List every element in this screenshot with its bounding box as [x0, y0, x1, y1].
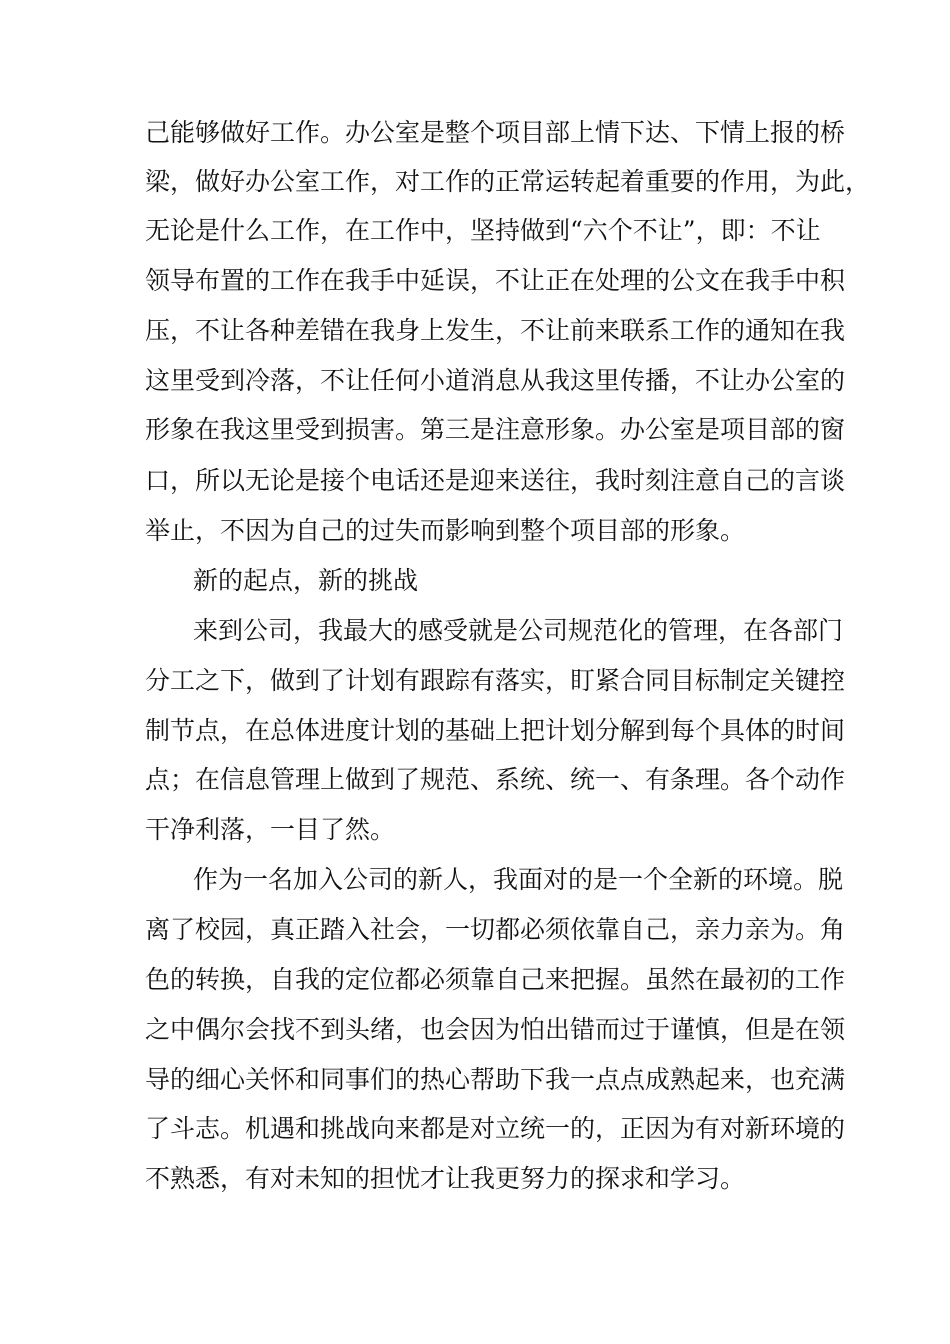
text-line: 点；在信息管理上做到了规范、系统、统一、有条理。各个动作 [145, 765, 846, 794]
text-line: 举止，不因为自己的过失而影响到整个项目部的形象。 [145, 516, 746, 545]
section-heading: 新的起点，新的挑战 [193, 566, 419, 595]
text-line: 来到公司，我最大的感受就是公司规范化的管理，在各部门 [193, 616, 844, 645]
text-line: 己能够做好工作。办公室是整个项目部上情下达、下情上报的桥 [145, 118, 846, 147]
text-line: 之中偶尔会找不到头绪，也会因为怕出错而过于谨慎，但是在领 [145, 1015, 846, 1044]
text-line: 离了校园，真正踏入社会，一切都必须依靠自己，亲力亲为。角 [145, 915, 846, 944]
text-line: 形象在我这里受到损害。第三是注意形象。办公室是项目部的窗 [145, 415, 846, 444]
text-line: 压，不让各种差错在我身上发生，不让前来联系工作的通知在我 [145, 316, 846, 345]
text-line: 无论是什么工作，在工作中，坚持做到“六个不让”，即：不让 [145, 216, 821, 245]
text-line: 导的细心关怀和同事们的热心帮助下我一点点成熟起来，也充满 [145, 1065, 846, 1094]
text-line: 不熟悉，有对未知的担忧才让我更努力的探求和学习。 [145, 1164, 746, 1193]
text-line: 干净利落，一目了然。 [145, 815, 396, 844]
text-line: 了斗志。机遇和挑战向来都是对立统一的，正因为有对新环境的 [145, 1114, 846, 1143]
text-line: 制节点，在总体进度计划的基础上把计划分解到每个具体的时间 [145, 716, 846, 745]
text-line: 梁，做好办公室工作，对工作的正常运转起着重要的作用，为此， [145, 167, 871, 196]
text-line: 分工之下，做到了计划有跟踪有落实，盯紧合同目标制定关键控 [145, 666, 846, 695]
text-line: 色的转换，自我的定位都必须靠自己来把握。虽然在最初的工作 [145, 965, 846, 994]
text-line: 这里受到冷落，不让任何小道消息从我这里传播，不让办公室的 [145, 366, 846, 395]
text-line: 口，所以无论是接个电话还是迎来送往，我时刻注意自己的言谈 [145, 466, 846, 495]
text-line: 作为一名加入公司的新人，我面对的是一个全新的环境。脱 [193, 865, 844, 894]
text-line: 领导布置的工作在我手中延误，不让正在处理的公文在我手中积 [145, 266, 846, 295]
